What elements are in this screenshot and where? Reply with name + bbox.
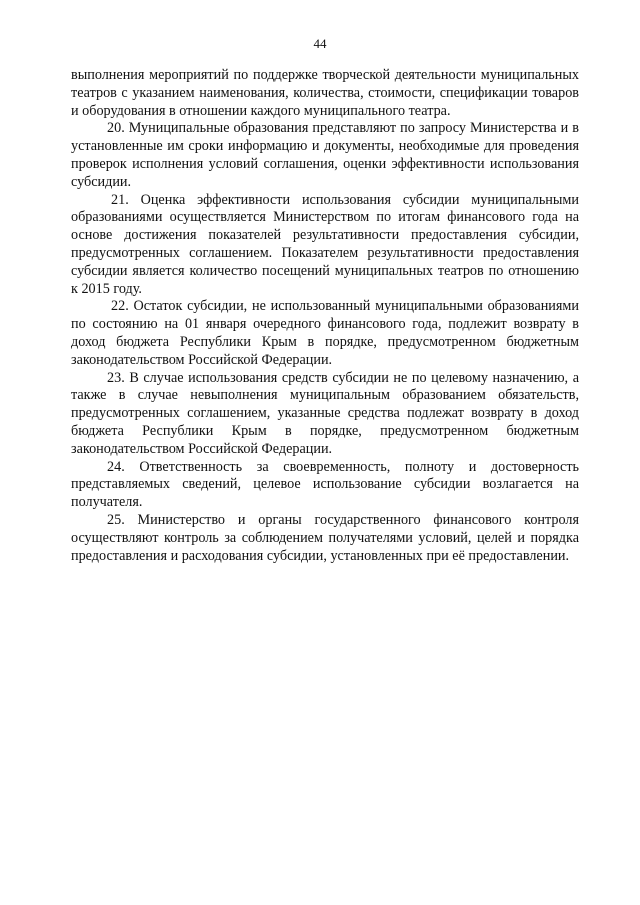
paragraph-23: 23. В случае использования средств субсидии не по целевому назначению, а также в случае невыполнения муниципальным образованием обязательств, предусмотренных соглашением, указанные средства подлежат возврату в доход бюджета Республики Крым в порядке, предусмотренном бюджетным законодательством Российской Федерации.: [71, 369, 579, 457]
document-body: [71, 67, 579, 565]
paragraph-25: 25. Министерство и органы государственного финансового контроля осуществляют контроль за соблюдением получателями условий, целей и порядка предоставления и расходования субсидии, установленных при её предоставлении.: [71, 511, 579, 564]
paragraph-20: 20. Муниципальные образования представляют по запросу Министерства и в установленные им сроки информацию и документы, необходимые для проведения проверок исполнения условий соглашения, оценки эффективности использования субсидии.: [71, 120, 579, 190]
paragraph-24: 24. Ответственность за своевременность, полноту и достоверность представляемых сведений, целевое использование субсидии возлагается на получателя.: [71, 458, 579, 511]
paragraph-continuation: выполнения мероприятий по поддержке творческой деятельности муниципальных театров с указанием наименования, количества, стоимости, спецификации товаров и оборудования в отношении каждого муниципального театра.: [71, 67, 579, 119]
page-number: 44: [313, 36, 327, 51]
paragraph-21: 21. Оценка эффективности использования субсидии муниципальными образованиями осуществляется Министерством по итогам финансового года на основе достижения показателей результативности предоставления субсидии, предусмотренных соглашением. Показателем результативности предоставления субсидии является количество посещений муниципальных театров по отношению к 2015 году.: [71, 191, 579, 297]
paragraph-22: 22. Остаток субсидии, не использованный муниципальными образованиями по состоянию на 01 января очередного финансового года, подлежит возврату в доход бюджета Республики Крым в порядке, предусмотренном бюджетным законодательством Российской Федерации.: [71, 298, 579, 368]
